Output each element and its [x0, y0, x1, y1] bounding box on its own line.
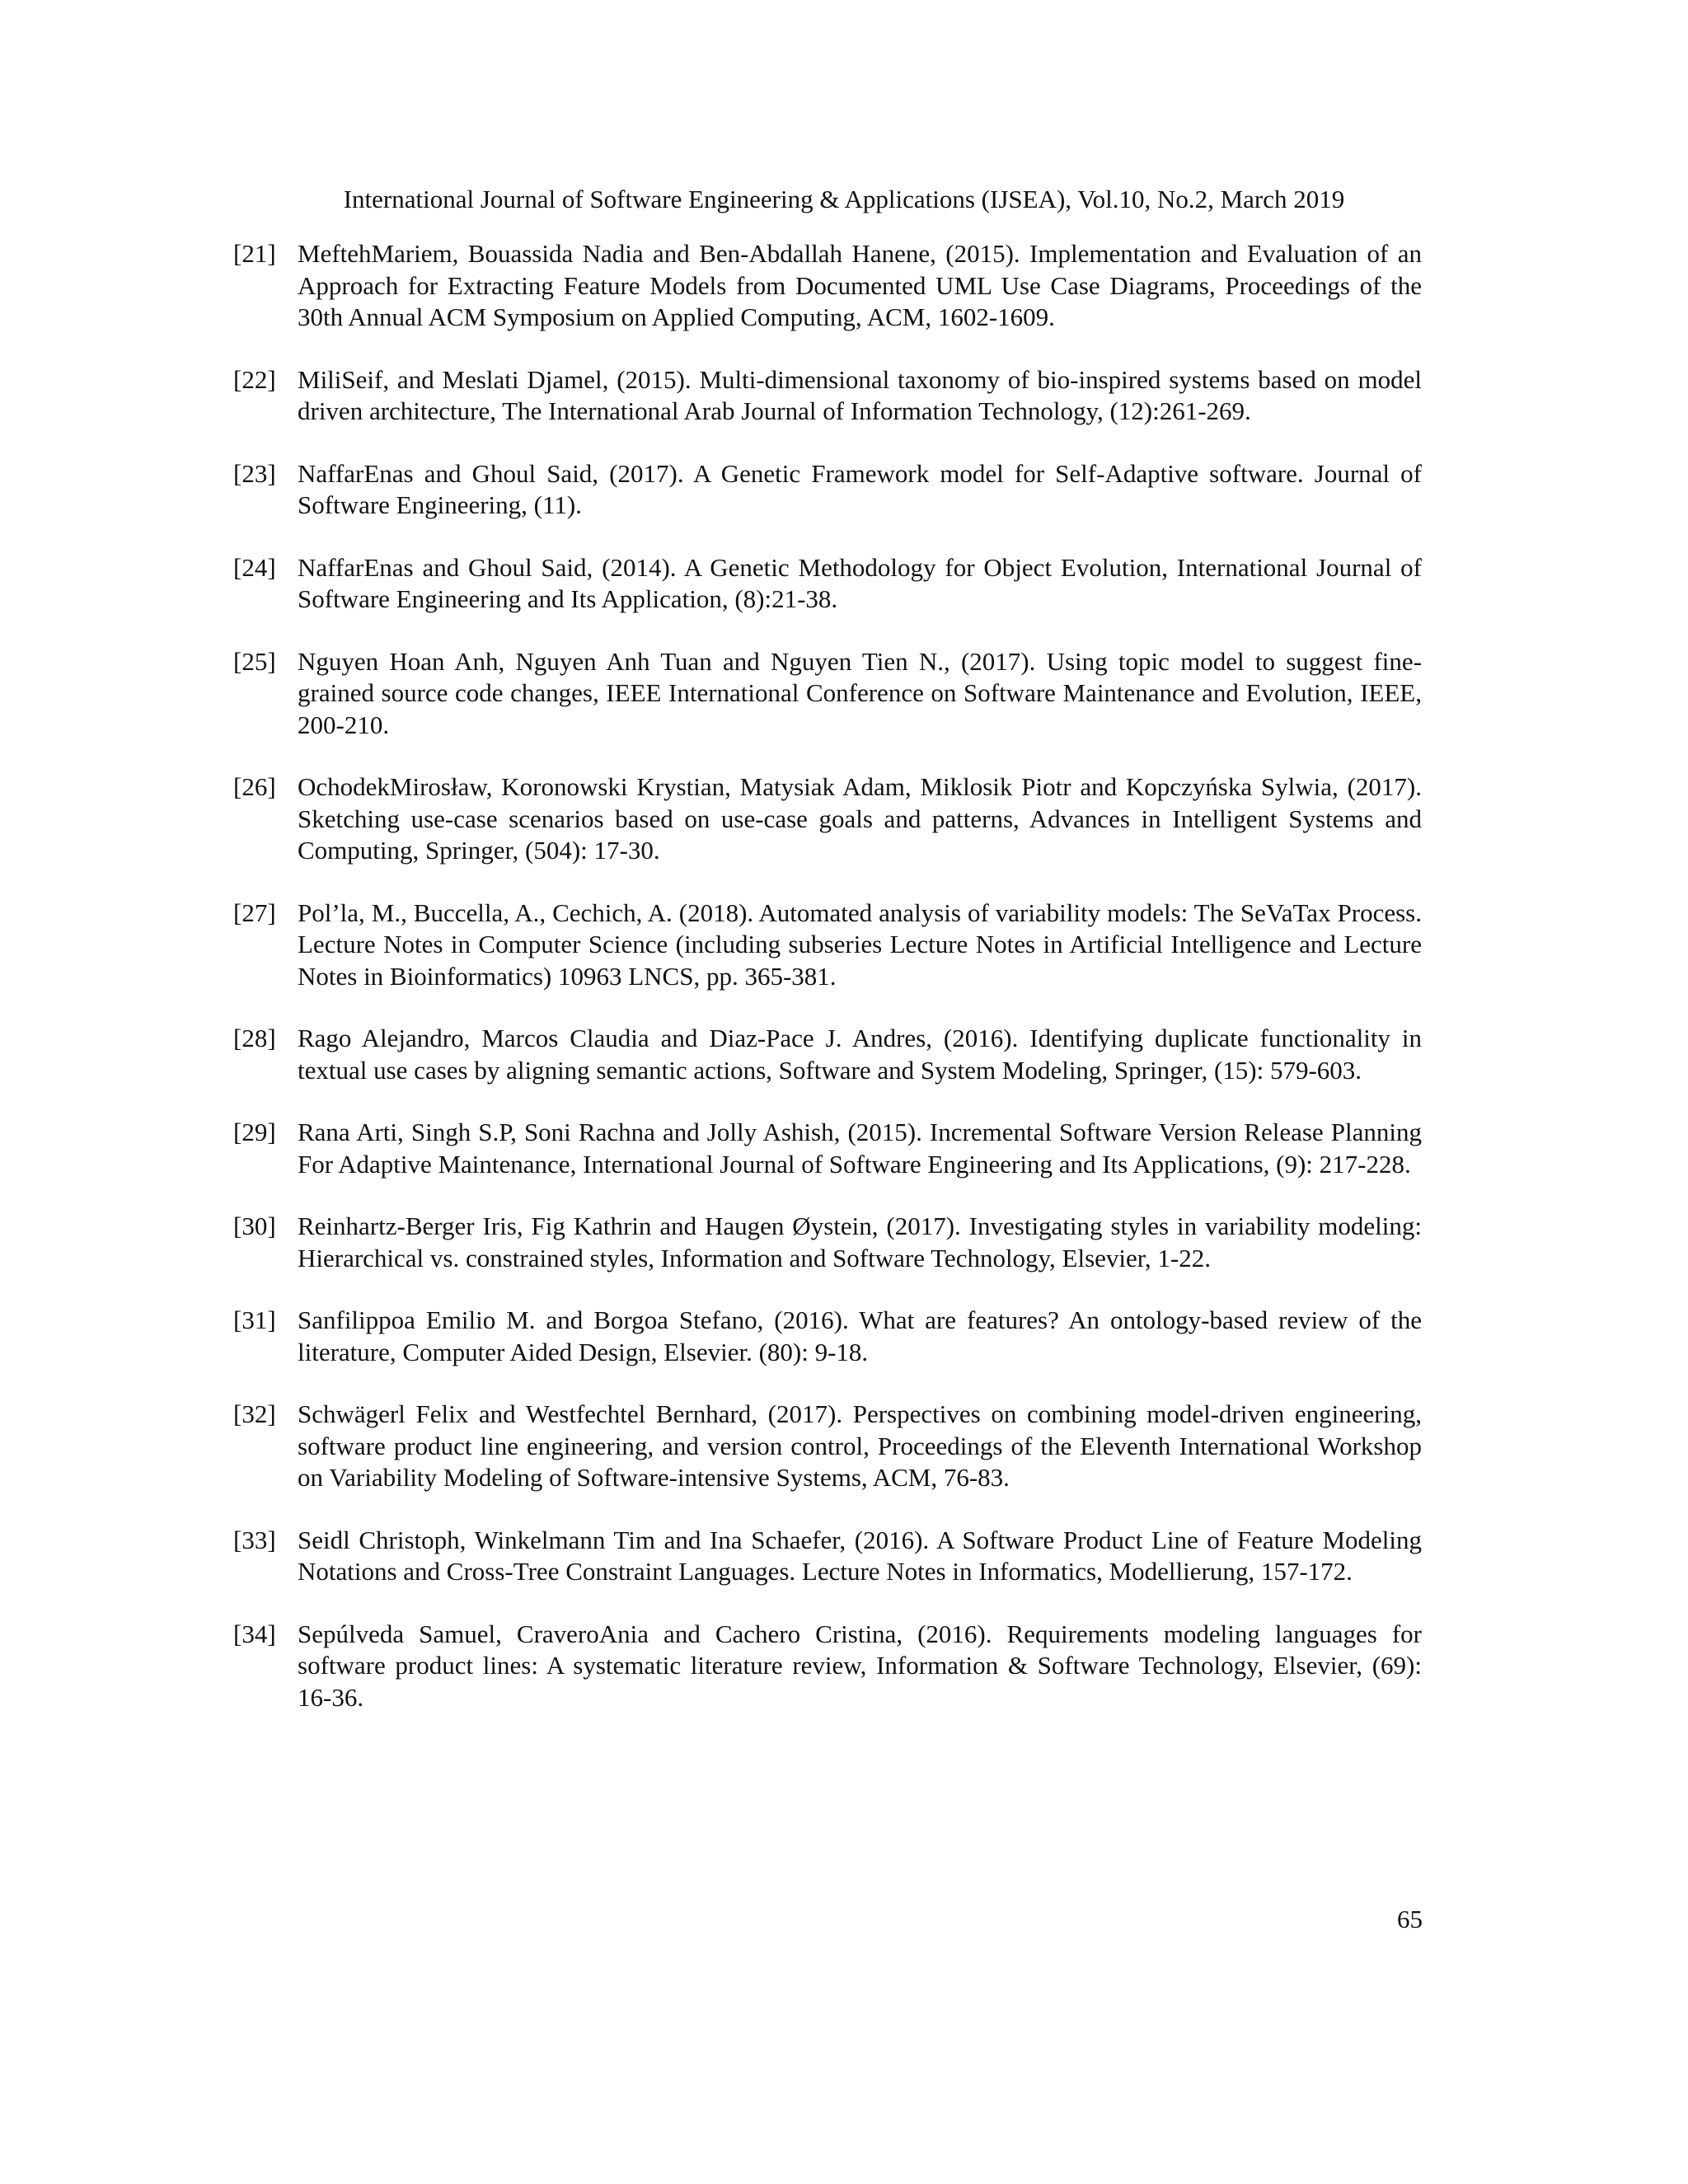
reference-text: Rana Arti, Singh S.P, Soni Rachna and Jolly Ashish, (2015). Incremental Software Version Release Planning For Adaptive Maintenance, International Journal of Software Engineering and Its Applications, (9): 217-228.: [298, 1118, 1422, 1179]
reference-list: [233, 238, 1422, 1744]
reference-text: OchodekMirosław, Koronowski Krystian, Matysiak Adam, Miklosik Piotr and Kopczyńska Sylwia, (2017). Sketching use-case scenarios based on use-case goals and patterns, Advances in Intelligent Systems and Computing, Springer, (504): 17-30.: [298, 772, 1422, 865]
reference-item: [233, 771, 1422, 867]
reference-number: [27]: [233, 898, 276, 927]
reference-item: [233, 1117, 1422, 1180]
reference-text: NaffarEnas and Ghoul Said, (2017). A Genetic Framework model for Self-Adaptive software. Journal of Software Engineering, (11).: [298, 458, 1422, 519]
reference-item: [233, 1305, 1422, 1368]
reference-item: [233, 898, 1422, 993]
reference-number: [32]: [233, 1399, 276, 1428]
reference-text: Nguyen Hoan Anh, Nguyen Anh Tuan and Nguyen Tien N., (2017). Using topic model to suggest fine-grained source code changes, IEEE International Conference on Software Maintenance and Evolution, IEEE, 200-210.: [298, 646, 1422, 739]
reference-text: MiliSeif, and Meslati Djamel, (2015). Multi-dimensional taxonomy of bio-inspired systems based on model driven architecture, The International Arab Journal of Information Technology, (12):261-269.: [298, 364, 1422, 425]
reference-number: [24]: [233, 552, 276, 582]
reference-number: [25]: [233, 646, 276, 676]
reference-item: [233, 552, 1422, 616]
reference-item: [233, 364, 1422, 428]
reference-text: Sepúlveda Samuel, CraveroAnia and Cachero Cristina, (2016). Requirements modeling languages for software product lines: A systematic literature review, Information & Software Technology, Elsevier, (69): 16-36.: [298, 1619, 1422, 1712]
reference-text: NaffarEnas and Ghoul Said, (2014). A Genetic Methodology for Object Evolution, International Journal of Software Engineering and Its Application, (8):21-38.: [298, 552, 1422, 613]
reference-number: [33]: [233, 1525, 276, 1554]
reference-number: [23]: [233, 458, 276, 488]
reference-text: Sanfilippoa Emilio M. and Borgoa Stefano, (2016). What are features? An ontology-based review of the literature, Computer Aided Design, Elsevier. (80): 9-18.: [298, 1305, 1422, 1366]
reference-number: [22]: [233, 364, 276, 394]
reference-item: [233, 1023, 1422, 1086]
reference-number: [30]: [233, 1212, 276, 1240]
reference-text: Reinhartz-Berger Iris, Fig Kathrin and Haugen Øystein, (2017). Investigating styles in variability modeling: Hierarchical vs. constrained styles, Information and Software Technology, Elsevier, 1-22.: [298, 1212, 1422, 1272]
page-number: 65: [1397, 1905, 1423, 1933]
reference-number: [21]: [233, 239, 276, 268]
reference-number: [34]: [233, 1619, 276, 1648]
reference-item: [233, 1525, 1422, 1588]
reference-item: [233, 1399, 1422, 1494]
reference-number: [31]: [233, 1305, 276, 1334]
reference-text: Seidl Christoph, Winkelmann Tim and Ina Schaefer, (2016). A Software Product Line of Feature Modeling Notations and Cross-Tree Constraint Languages. Lecture Notes in Informatics, Modellierung, 157-172.: [298, 1525, 1422, 1586]
reference-item: [233, 1619, 1422, 1714]
reference-item: [233, 458, 1422, 522]
reference-item: [233, 646, 1422, 742]
reference-text: MeftehMariem, Bouassida Nadia and Ben-Abdallah Hanene, (2015). Implementation and Evaluation of an Approach for Extracting Feature Models from Documented UML Use Case Diagrams, Proceedings of the 30th Annual ACM Symposium on Applied Computing, ACM, 1602-1609.: [298, 239, 1422, 331]
reference-item: [233, 238, 1422, 334]
reference-text: Schwägerl Felix and Westfechtel Bernhard, (2017). Perspectives on combining model-driven engineering, software product line engineering, and version control, Proceedings of the Eleventh International Workshop on Variability Modeling of Software-intensive Systems, ACM, 76-83.: [298, 1399, 1422, 1492]
reference-text: Rago Alejandro, Marcos Claudia and Diaz-Pace J. Andres, (2016). Identifying duplicate functionality in textual use cases by aligning semantic actions, Software and System Modeling, Springer, (15): 579-603.: [298, 1024, 1422, 1085]
reference-number: [26]: [233, 772, 276, 801]
reference-item: [233, 1211, 1422, 1274]
reference-number: [28]: [233, 1024, 276, 1052]
reference-number: [29]: [233, 1118, 276, 1146]
reference-text: Pol’la, M., Buccella, A., Cechich, A. (2018). Automated analysis of variability models: The SeVaTax Process. Lecture Notes in Computer Science (including subseries Lecture Notes in Artificial Intelligence and Lecture Notes in Bioinformatics) 10963 LNCS, pp. 365-381.: [298, 898, 1422, 991]
running-header: International Journal of Software Engineering & Applications (IJSEA), Vol.10, No.2, March 2019: [343, 185, 1345, 213]
